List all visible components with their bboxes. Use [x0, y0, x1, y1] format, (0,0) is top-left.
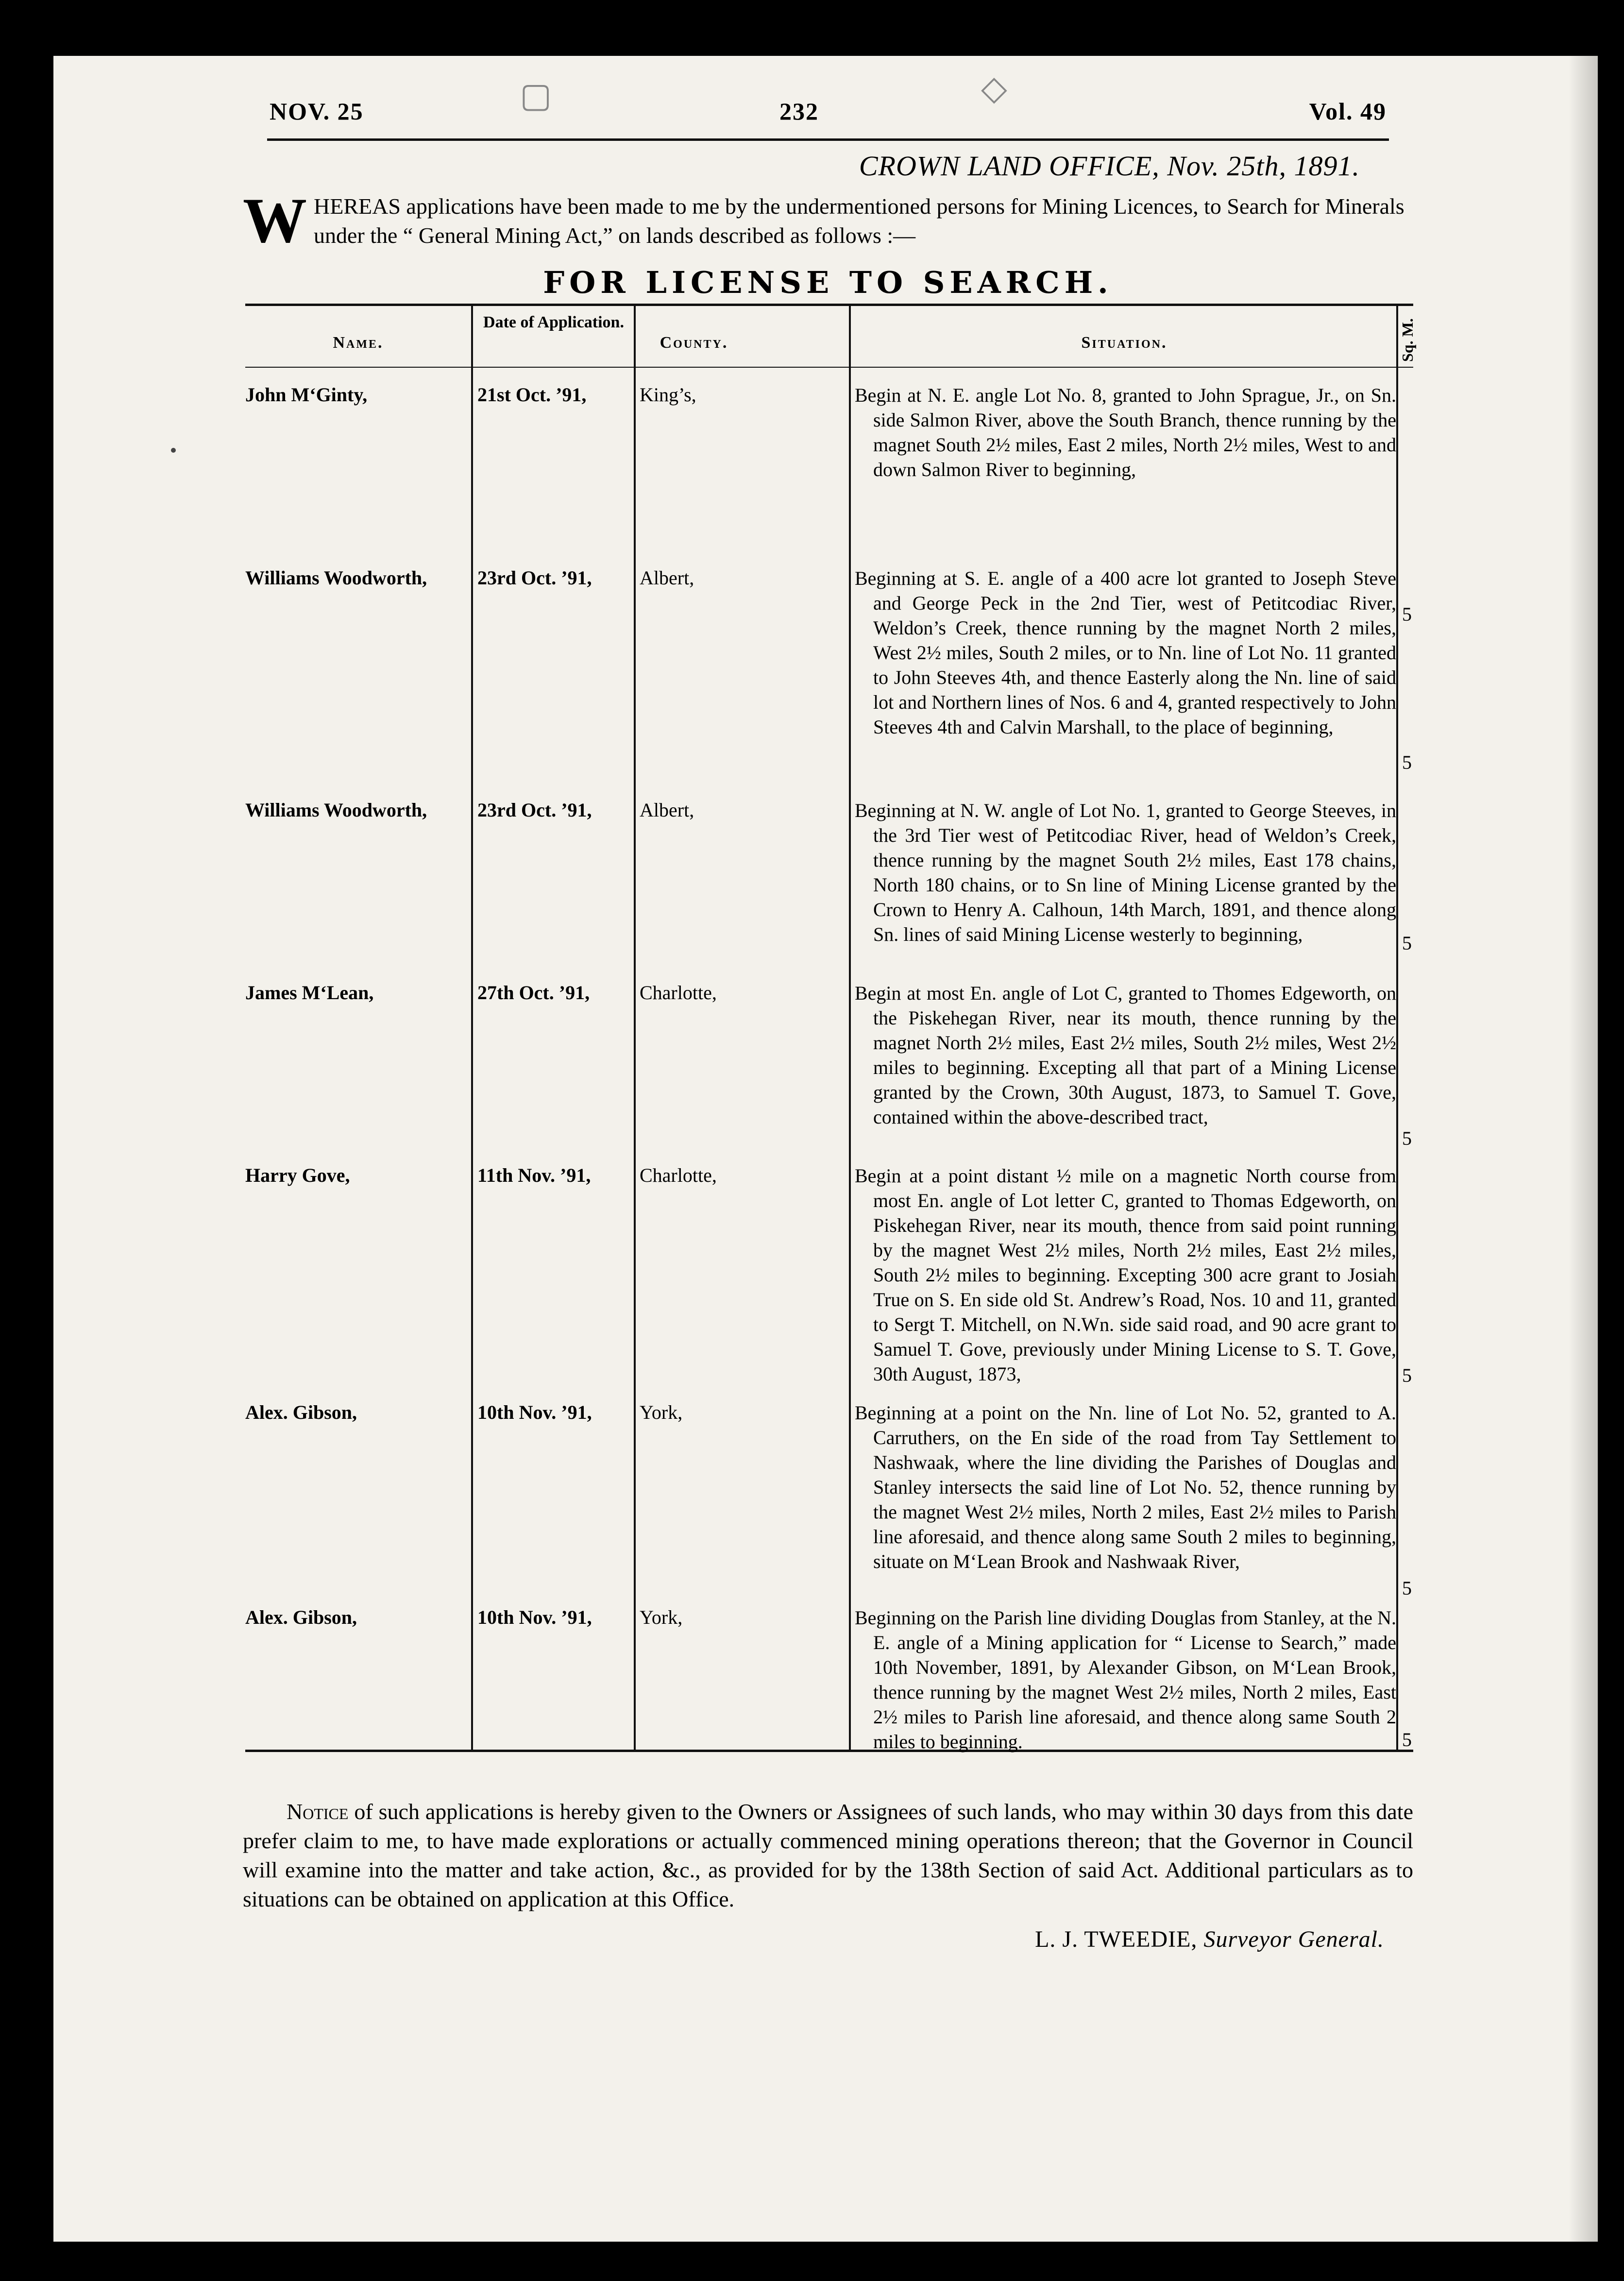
signatory-title: Surveyor General.: [1203, 1926, 1384, 1952]
notice-paragraph: [243, 1797, 1413, 1914]
volume-number: Vol. 49: [1309, 98, 1387, 125]
application-date: 27th Oct. ’91,: [477, 982, 590, 1004]
ink-speck: [171, 448, 176, 453]
column-divider: [471, 305, 473, 1750]
square-miles: 5: [1402, 751, 1412, 773]
applicant-name: Alex. Gibson,: [245, 1401, 357, 1423]
square-miles: 5: [1402, 603, 1412, 625]
county: Albert,: [640, 567, 694, 589]
square-miles: 5: [1402, 1127, 1412, 1149]
applicant-name: Williams Woodworth,: [245, 567, 427, 589]
signature-line: [777, 1926, 1384, 1953]
header-situation: Situation.: [1081, 334, 1167, 352]
application-date: 10th Nov. ’91,: [477, 1401, 592, 1423]
application-date: 10th Nov. ’91,: [477, 1606, 592, 1628]
application-date: 23rd Oct. ’91,: [477, 799, 592, 821]
pencil-mark: ▢: [520, 75, 552, 115]
page-edge-shadow: [1569, 56, 1598, 2242]
header-name: Name.: [333, 334, 384, 352]
header-square-miles: Sq. M.: [1399, 318, 1416, 362]
situation-text: Beginning at N. W. angle of Lot No. 1, granted to George Steeves, in the 3rd Tier west of Petitcodiac River, head of Weldon’s Creek, thence running by the magnet South 2½ miles, East 178 chains, North 180 chains, or to Sn line of Mining License granted by the Crown to Henry A. Calhoun, 14th March, 1891, and thence along Sn. lines of said Mining License westerly to beginning,: [855, 800, 1396, 945]
intro-text: HEREAS applications have been made to me by the undermentioned persons for Mining Licences, to Search for Minerals under the “ General Mining Act,” on lands described as follows :—: [314, 194, 1404, 248]
county: Charlotte,: [640, 1164, 717, 1186]
issue-date: NOV. 25: [270, 98, 364, 125]
square-miles: 5: [1402, 1729, 1412, 1751]
table-top-rule: [245, 304, 1413, 306]
applications-table: [245, 304, 1416, 1753]
notice-lead-word: Notice: [287, 1799, 349, 1824]
section-title: FOR LICENSE TO SEARCH.: [543, 265, 1113, 300]
situation-text: Beginning on the Parish line dividing Douglas from Stanley, at the N. E. angle of a Mining application for “ License to Search,” made 10th November, 1891, by Alexander Gibson, on M‘Lean Brook, thence running by the magnet West 2½ miles, North 2 miles, East 2½ miles to Parish line aforesaid, and thence along same South 2 miles to beginning.: [855, 1607, 1396, 1753]
county: Albert,: [640, 799, 694, 821]
situation-text: Begin at a point distant ½ mile on a magnetic North course from most En. angle of Lot letter C, granted to Thomas Edgeworth, on Piskehegan River, near its mouth, thence from said point running by the magnet West 2½ miles, North 2½ miles, East 2½ miles, South 2½ miles to beginning. Excepting 300 acre grant to Josiah True on S. En side old St. Andrew’s Road, Nos. 10 and 11, granted to Sergt T. Mitchell, on N.Wn. side said road, and 90 acre grant to Samuel T. Gove, previously under Mining License to S. T. Gove, 30th August, 1873,: [855, 1165, 1396, 1385]
applicant-name: Williams Woodworth,: [245, 799, 427, 821]
header-date: Date of Application.: [483, 313, 624, 331]
header-county: County.: [660, 334, 728, 352]
situation-text: Begin at most En. angle of Lot C, granted to Thomes Edgeworth, on the Piskehegan River, near its mouth, thence running by the magnet North 2½ miles, East 2½ miles, South 2½ miles, West 2½ miles to beginning. Excepting all that part of a Mining License granted by the Crown, 30th August, 1873, to Samuel T. Gove, contained within the above-described tract,: [855, 982, 1396, 1128]
applicant-name: James M‘Lean,: [245, 982, 374, 1004]
signatory-name: L. J. TWEEDIE,: [1035, 1926, 1198, 1952]
county: York,: [640, 1401, 683, 1423]
applicant-name: John M‘Ginty,: [245, 384, 368, 406]
county: Charlotte,: [640, 982, 717, 1004]
table-header-rule: [245, 367, 1413, 368]
column-divider: [634, 305, 636, 1750]
drop-cap: W: [243, 185, 307, 256]
application-date: 11th Nov. ’91,: [477, 1164, 591, 1186]
column-divider: [1396, 305, 1398, 1750]
pencil-mark: ◇: [981, 68, 1007, 108]
applicant-name: Alex. Gibson,: [245, 1606, 357, 1628]
county: King’s,: [640, 384, 696, 406]
column-divider: [849, 305, 851, 1750]
applicant-name: Harry Gove,: [245, 1164, 350, 1186]
running-head: [270, 97, 1387, 141]
county: York,: [640, 1606, 683, 1628]
situation-text: Begin at N. E. angle Lot No. 8, granted to John Sprague, Jr., on Sn. side Salmon River, above the South Branch, thence running by the magnet South 2½ miles, East 2 miles, North 2½ miles, West to and down Salmon River to beginning,: [855, 384, 1396, 480]
square-miles: 5: [1402, 932, 1412, 954]
square-miles: 5: [1402, 1577, 1412, 1599]
application-date: 23rd Oct. ’91,: [477, 567, 592, 589]
square-miles: 5: [1402, 1364, 1412, 1386]
header-rule: [267, 138, 1389, 141]
page-number: 232: [779, 98, 819, 125]
intro-paragraph: [243, 185, 1413, 256]
notice-text: of such applications is hereby given to the Owners or Assignees of such lands, who may within 30 days from this date prefer claim to me, to have made explorations or actually commenced mining operations thereon; that the Governor in Council will examine into the matter and take action, &c., as provided for by the 138th Section of said Act. Additional particulars as to situations can be obtained on application at this Office.: [243, 1799, 1413, 1911]
situation-text: Beginning at a point on the Nn. line of Lot No. 52, granted to A. Carruthers, on the En side of the road from Tay Settlement to Nashwaak, where the line dividing the Parishes of Douglas and Stanley intersects the said line of Lot No. 52, thence running by the magnet West 2½ miles, North 2 miles, East 2½ miles to Parish line aforesaid, and thence along same South 2 miles to beginning, situate on M‘Lean Brook and Nashwaak River,: [855, 1402, 1396, 1572]
application-date: 21st Oct. ’91,: [477, 384, 587, 406]
office-dateline: CROWN LAND OFFICE, Nov. 25th, 1891.: [859, 150, 1360, 182]
situation-text: Beginning at S. E. angle of a 400 acre lot granted to Joseph Steve and George Peck in the 2nd Tier, west of Petitcodiac River, Weldon’s Creek, thence running by the magnet North 2 miles, West 2½ miles, South 2 miles, or to Nn. line of Lot No. 11 granted to John Steeves 4th, and thence Easterly along the Nn. line of said lot and Northern lines of Nos. 6 and 4, granted respectively to John Steeves 4th and Calvin Marshall, to the place of beginning,: [855, 567, 1396, 738]
